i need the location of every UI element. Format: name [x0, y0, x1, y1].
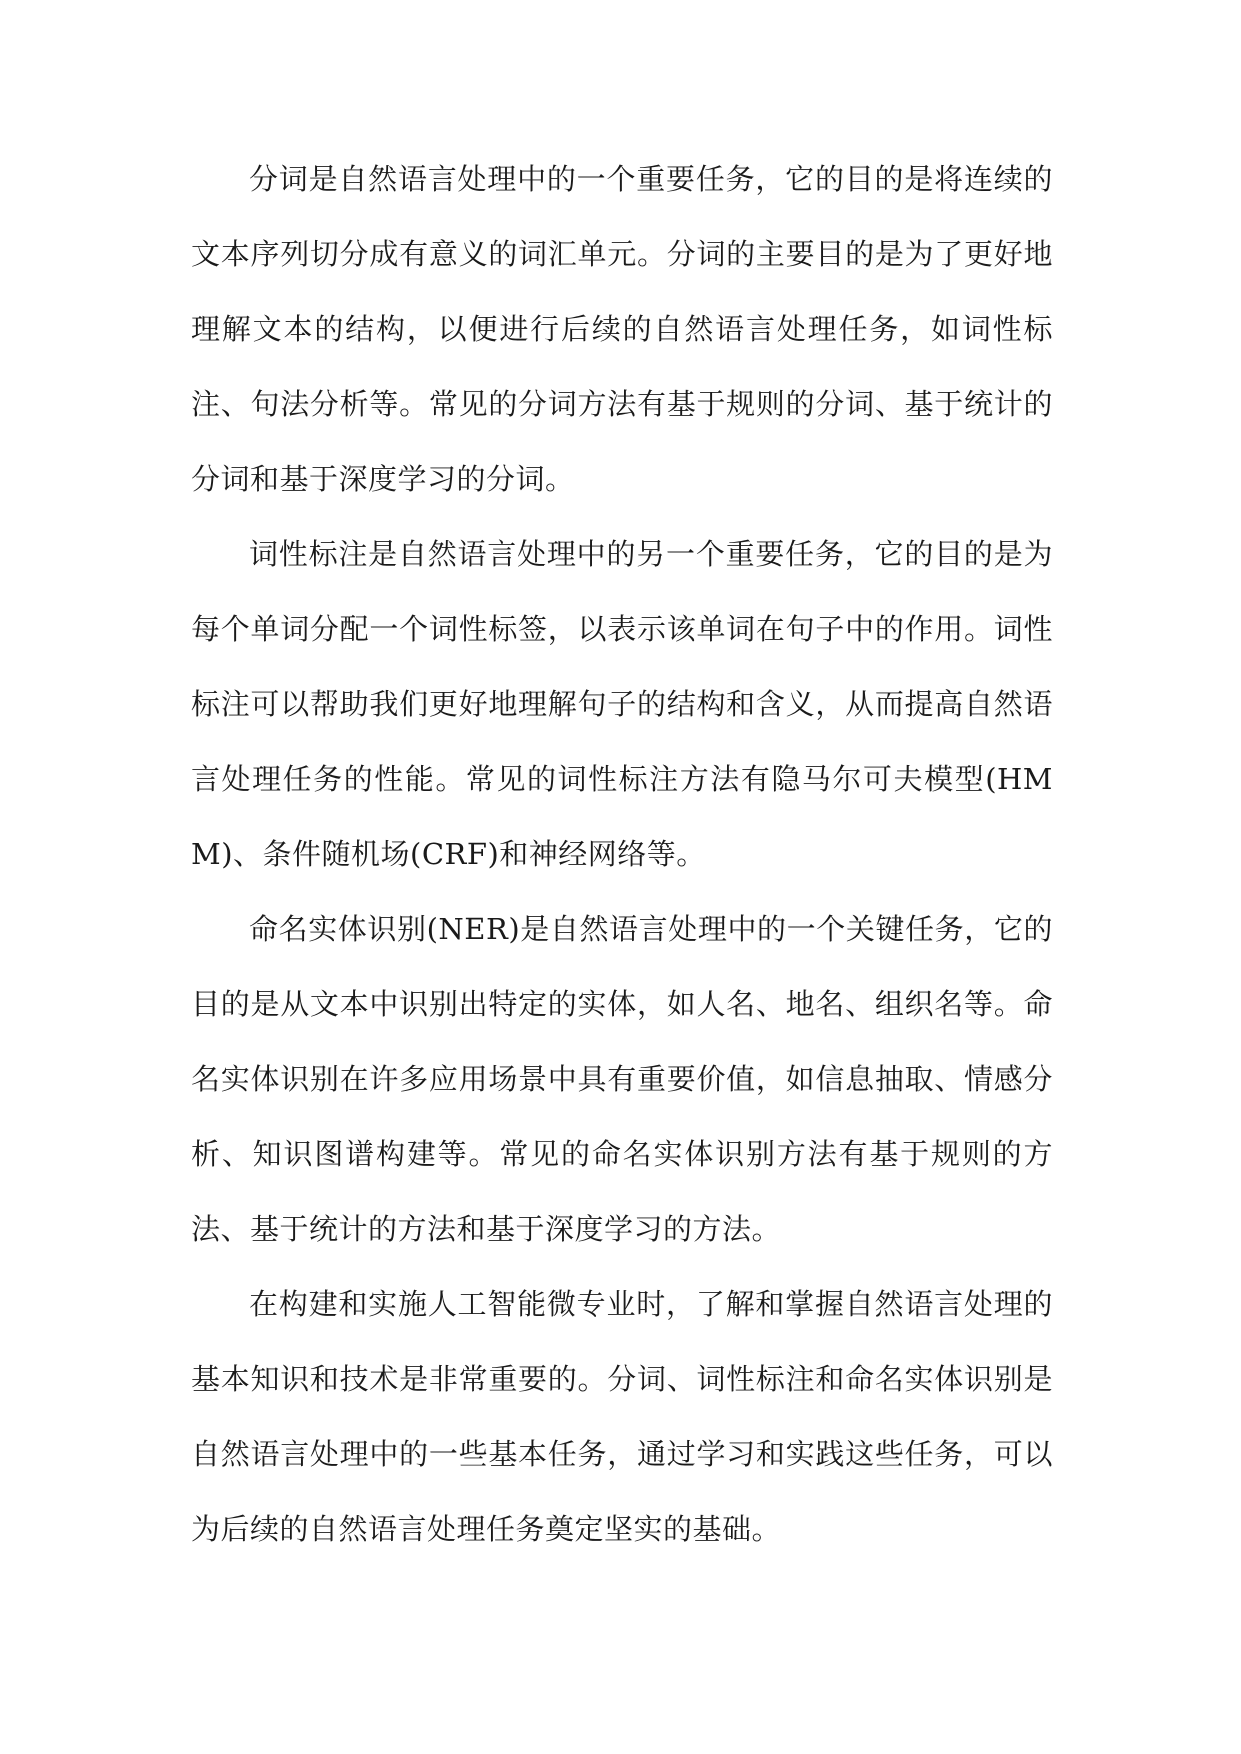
paragraph-ai-micro-major: 在构建和实施人工智能微专业时，了解和掌握自然语言处理的基本知识和技术是非常重要的。分词、词性标注和命名实体识别是自然语言处理中的一些基本任务，通过学习和实践这些任务，可以为后续的自然语言处理任务奠定坚实的基础。 — [191, 1287, 1053, 1546]
paragraph-named-entity-recognition: 命名实体识别(NER)是自然语言处理中的一个关键任务，它的目的是从文本中识别出特定的实体，如人名、地名、组织名等。命名实体识别在许多应用场景中具有重要价值，如信息抽取、情感分析、知识图谱构建等。常见的命名实体识别方法有基于规则的方法、基于统计的方法和基于深度学习的方法。 — [191, 912, 1053, 1246]
paragraph-pos-tagging: 词性标注是自然语言处理中的另一个重要任务，它的目的是为每个单词分配一个词性标签，以表示该单词在句子中的作用。词性标注可以帮助我们更好地理解句子的结构和含义，从而提高自然语言处理任务的性能。常见的词性标注方法有隐马尔可夫模型(HMM)、条件随机场(CRF)和神经网络等。 — [191, 537, 1053, 871]
paragraph-word-segmentation: 分词是自然语言处理中的一个重要任务，它的目的是将连续的文本序列切分成有意义的词汇单元。分词的主要目的是为了更好地理解文本的结构，以便进行后续的自然语言处理任务，如词性标注、句法分析等。常见的分词方法有基于规则的分词、基于统计的分词和基于深度学习的分词。 — [191, 162, 1053, 496]
document-body — [191, 142, 1053, 1567]
